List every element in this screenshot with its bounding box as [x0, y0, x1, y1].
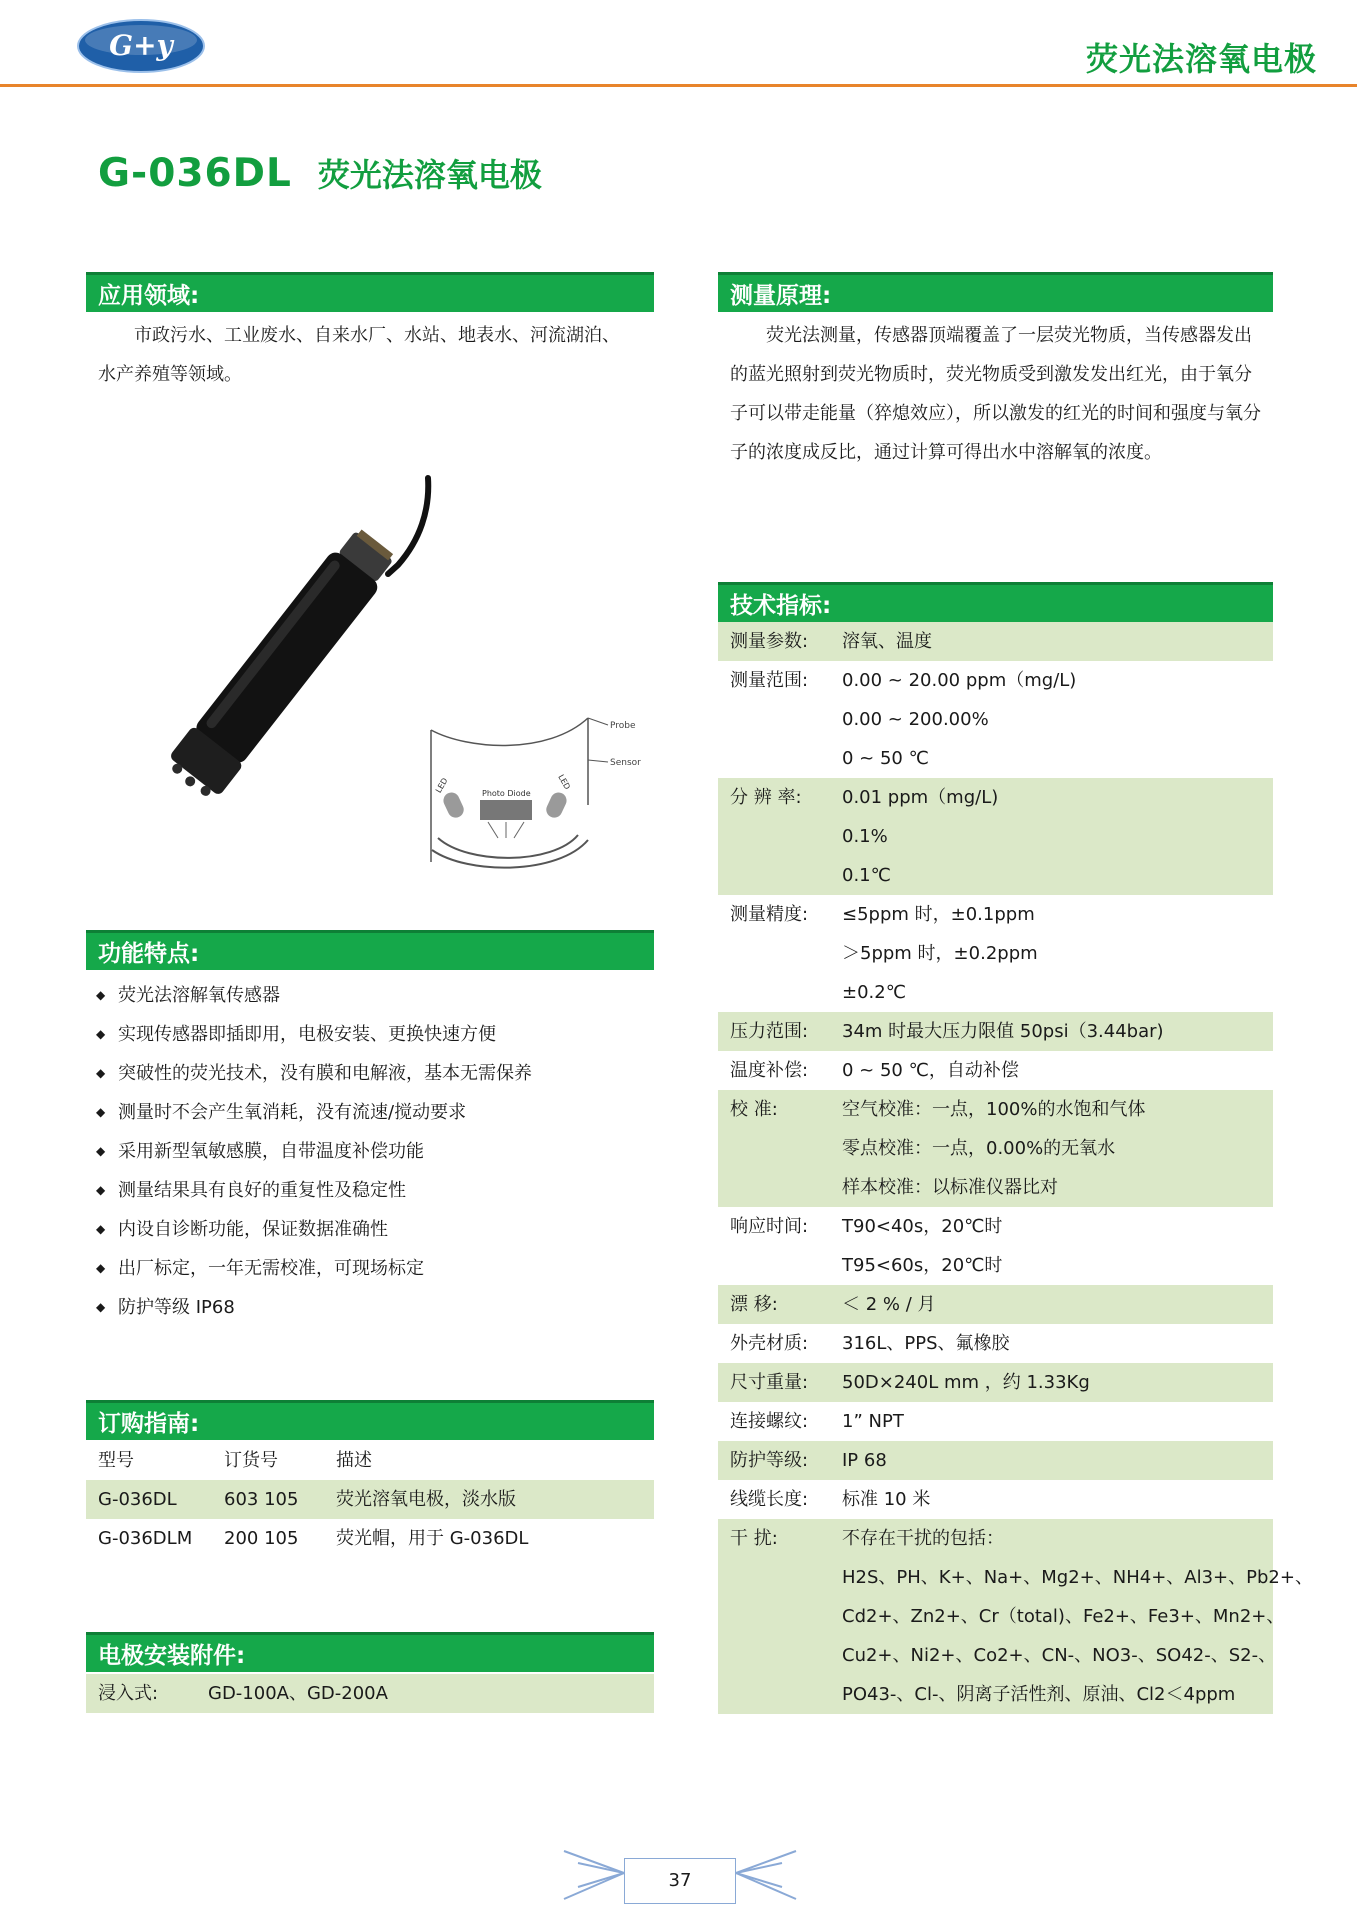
led-label-left: LED	[433, 776, 450, 795]
order-col-desc: 描述	[336, 1450, 372, 1471]
bullet-icon: ◆	[96, 1300, 106, 1314]
spec-row	[718, 1207, 1273, 1285]
bullet-icon: ◆	[96, 988, 106, 1002]
spec-value: ≤5ppm 时，±0.1ppm	[842, 904, 1035, 925]
spec-value: 50D×240L mm ，约 1.33Kg	[842, 1372, 1090, 1393]
spec-value: ±0.2℃	[842, 982, 906, 1003]
product-model: G-036DL	[98, 151, 292, 196]
spec-label: 校 准:	[730, 1099, 778, 1120]
application-heading: 应用领域:	[86, 272, 654, 312]
spec-label: 外壳材质:	[730, 1333, 809, 1354]
application-text	[98, 316, 658, 394]
spec-label: 干 扰:	[730, 1528, 778, 1549]
sensor-label: Sensor	[610, 758, 641, 768]
principle-line-3: 子可以带走能量（猝熄效应），所以激发的红光的时间和强度与氧分	[730, 403, 1261, 424]
spec-value: 不存在干扰的包括：	[842, 1528, 1004, 1549]
features-list	[96, 976, 656, 1327]
spec-row	[718, 1090, 1273, 1207]
sensor-diagram	[428, 710, 658, 875]
spec-label: 测量参数:	[730, 631, 809, 652]
feature-item: ◆ 实现传感器即插即用，电极安装、更换快速方便	[96, 1015, 656, 1054]
spec-value: 34m 时最大压力限值 50psi（3.44bar)	[842, 1021, 1164, 1042]
spec-row	[718, 622, 1273, 661]
spec-value: 0.01 ppm（mg/L)	[842, 787, 999, 808]
spec-row	[718, 895, 1273, 1012]
spec-value: IP 68	[842, 1450, 887, 1471]
application-line-2: 水产养殖等领域。	[98, 364, 242, 385]
order-row	[86, 1480, 654, 1519]
bullet-icon: ◆	[96, 1144, 106, 1158]
spec-value: 溶氧、温度	[842, 631, 932, 652]
spec-value: H2S、PH、K+、Na+、Mg2+、NH4+、Al3+、Pb2+、	[842, 1567, 1313, 1588]
spec-row	[718, 1363, 1273, 1402]
spec-value: 1” NPT	[842, 1411, 904, 1432]
photo-diode-label: Photo Diode	[482, 789, 531, 798]
spec-row	[718, 1441, 1273, 1480]
feature-item: ◆ 出厂标定，一年无需校准，可现场标定	[96, 1249, 656, 1288]
principle-heading: 测量原理:	[718, 272, 1273, 312]
bullet-icon: ◆	[96, 1066, 106, 1080]
order-desc: 荧光帽，用于 G-036DL	[336, 1528, 529, 1549]
bullet-icon: ◆	[96, 1183, 106, 1197]
spec-label: 测量范围:	[730, 670, 809, 691]
header-title: 荧光法溶氧电极	[1085, 40, 1317, 78]
feature-item: ◆ 内设自诊断功能，保证数据准确性	[96, 1210, 656, 1249]
bullet-icon: ◆	[96, 1027, 106, 1041]
spec-value: 0.1℃	[842, 865, 891, 886]
spec-row	[718, 1051, 1273, 1090]
spec-value: 标准 10 米	[842, 1489, 931, 1510]
principle-line-2: 的蓝光照射到荧光物质时，荧光物质受到激发发出红光，由于氧分	[730, 364, 1252, 385]
spec-value: 空气校准：一点，100%的水饱和气体	[842, 1099, 1146, 1120]
spec-row	[718, 1402, 1273, 1441]
product-name: 荧光法溶氧电极	[317, 156, 542, 194]
order-number: 200 105	[224, 1528, 299, 1549]
bullet-icon: ◆	[96, 1105, 106, 1119]
order-number: 603 105	[224, 1489, 299, 1510]
spec-value: 316L、PPS、氟橡胶	[842, 1333, 1010, 1354]
company-logo	[76, 18, 206, 74]
spec-label: 尺寸重量:	[730, 1372, 809, 1393]
led-label-right: LED	[556, 773, 572, 792]
specs-table	[718, 622, 1313, 1714]
bullet-icon: ◆	[96, 1222, 106, 1236]
spec-label: 分 辨 率:	[730, 787, 802, 808]
order-heading: 订购指南:	[86, 1400, 654, 1440]
feature-item: ◆ 荧光法溶解氧传感器	[96, 976, 656, 1015]
spec-value: T90<40s，20℃时	[842, 1216, 1003, 1237]
spec-row	[718, 778, 1273, 895]
spec-value: Cd2+、Zn2+、Cr（total)、Fe2+、Fe3+、Mn2+、	[842, 1606, 1285, 1627]
principle-text	[730, 316, 1270, 472]
spec-value: T95<60s，20℃时	[842, 1255, 1003, 1276]
spec-value: 0.1%	[842, 826, 888, 847]
spec-value: PO43-、Cl-、阴离子活性剂、原油、Cl2＜4ppm	[842, 1684, 1236, 1705]
spec-value: 零点校准：一点，0.00%的无氧水	[842, 1138, 1116, 1159]
product-title	[98, 150, 542, 196]
spec-label: 线缆长度:	[730, 1489, 809, 1510]
features-heading: 功能特点:	[86, 930, 654, 970]
spec-label: 压力范围:	[730, 1021, 809, 1042]
spec-value: ＞5ppm 时，±0.2ppm	[842, 943, 1038, 964]
spec-value: 样本校准：以标准仪器比对	[842, 1177, 1058, 1198]
header-divider	[0, 84, 1357, 87]
order-row	[86, 1519, 654, 1558]
spec-row	[718, 1480, 1273, 1519]
spec-row	[718, 1519, 1313, 1714]
spec-value: 0 ~ 50 ℃	[842, 748, 929, 769]
principle-line-1: 荧光法测量，传感器顶端覆盖了一层荧光物质，当传感器发出	[766, 325, 1252, 346]
spec-row	[718, 1324, 1273, 1363]
logo-text: G+y	[109, 29, 173, 62]
order-col-number: 订货号	[224, 1450, 278, 1471]
spec-row	[718, 1012, 1273, 1051]
page-number: 37	[624, 1858, 736, 1904]
spec-value: 0.00 ~ 20.00 ppm（mg/L)	[842, 670, 1077, 691]
feature-item: ◆ 防护等级 IP68	[96, 1288, 656, 1327]
probe-label: Probe	[610, 721, 636, 731]
accessories-value: GD-100A、GD-200A	[208, 1683, 388, 1704]
order-table	[86, 1441, 654, 1558]
accessories-row	[86, 1674, 654, 1713]
feature-item: ◆ 测量结果具有良好的重复性及稳定性	[96, 1171, 656, 1210]
specs-heading: 技术指标:	[718, 582, 1273, 622]
accessories-label: 浸入式:	[98, 1683, 159, 1704]
spec-label: 响应时间:	[730, 1216, 809, 1237]
spec-label: 漂 移:	[730, 1294, 778, 1315]
spec-label: 防护等级:	[730, 1450, 809, 1471]
accessories-heading: 电极安装附件:	[86, 1632, 654, 1672]
feature-item: ◆ 测量时不会产生氧消耗，没有流速/搅动要求	[96, 1093, 656, 1132]
spec-value: Cu2+、Ni2+、Co2+、CN-、NO3-、SO42-、S2-、	[842, 1645, 1277, 1666]
bullet-icon: ◆	[96, 1261, 106, 1275]
order-header-row	[86, 1441, 654, 1480]
order-model: G-036DLM	[98, 1528, 193, 1549]
spec-label: 温度补偿:	[730, 1060, 809, 1081]
order-model: G-036DL	[98, 1489, 177, 1510]
application-line-1: 市政污水、工业废水、自来水厂、水站、地表水、河流湖泊、	[134, 325, 620, 346]
spec-value: 0.00 ~ 200.00%	[842, 709, 989, 730]
feature-item: ◆ 突破性的荧光技术，没有膜和电解液，基本无需保养	[96, 1054, 656, 1093]
order-desc: 荧光溶氧电极，淡水版	[336, 1489, 516, 1510]
order-col-model: 型号	[98, 1450, 134, 1471]
spec-label: 连接螺纹:	[730, 1411, 809, 1432]
spec-label: 测量精度:	[730, 904, 809, 925]
principle-line-4: 子的浓度成反比，通过计算可得出水中溶解氧的浓度。	[730, 442, 1162, 463]
feature-item: ◆ 采用新型氧敏感膜，自带温度补偿功能	[96, 1132, 656, 1171]
spec-value: ＜ 2 % / 月	[842, 1294, 936, 1315]
spec-row	[718, 1285, 1273, 1324]
spec-row	[718, 661, 1273, 778]
product-photo	[120, 470, 440, 830]
spec-value: 0 ~ 50 ℃，自动补偿	[842, 1060, 1019, 1081]
